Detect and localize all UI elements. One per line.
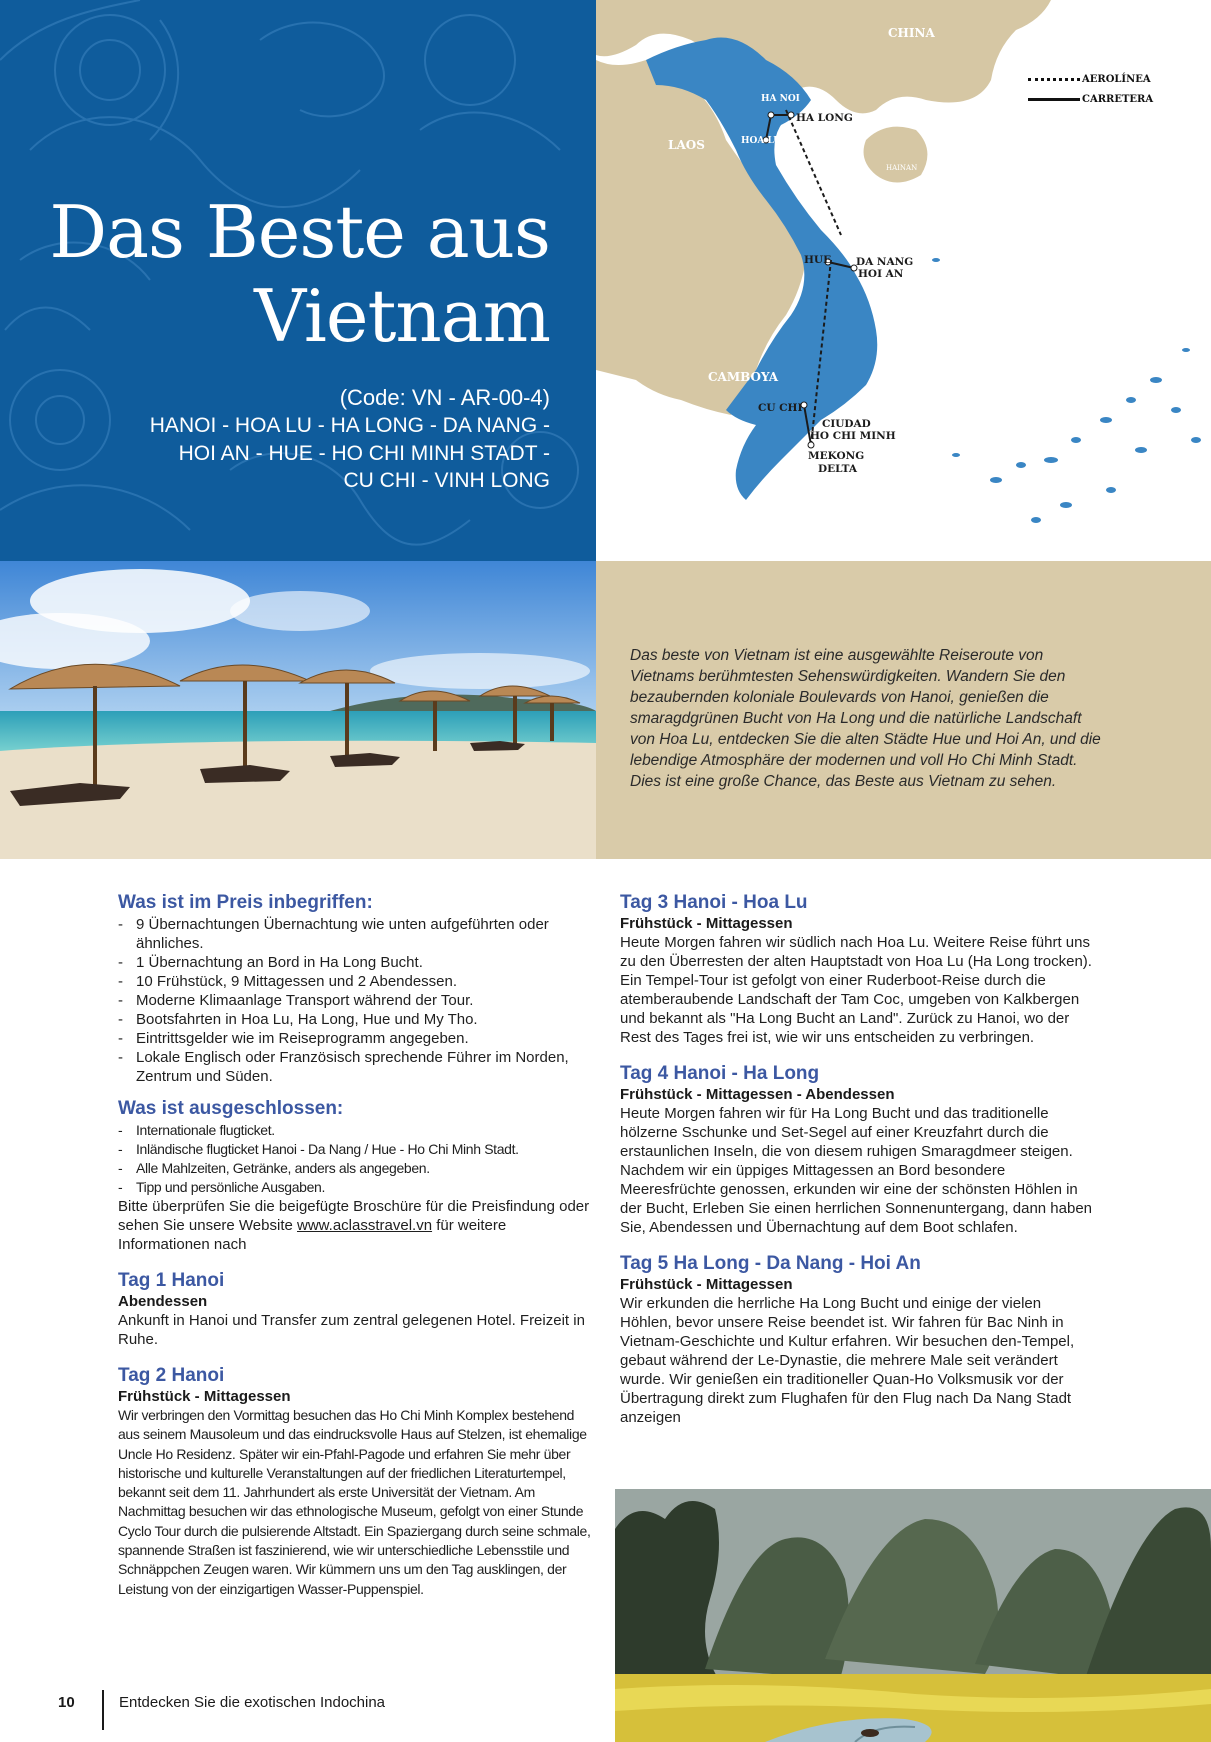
excluded-list	[118, 1121, 594, 1197]
day-1-text: Ankunft in Hanoi und Transfer zum zentral gelegenen Hotel. Freizeit in Ruhe.	[118, 1312, 585, 1348]
included-heading: Was ist im Preis inbegriffen:	[118, 892, 373, 913]
beach-photo	[0, 561, 596, 859]
list-item: - Tipp und persönliche Ausgaben.	[118, 1178, 594, 1197]
day-5-text: Wir erkunden die herrliche Ha Long Bucht und einige der vielen Höhlen, bevor unsere Reise beendet ist. Wir fahren für Bac Ninh in Vietnam-Geschichte und Kultur erfahren. Wir besuchen den-Tempel, gebaut während der Le-Dynastie, die mehrere Male seit verändert wurde. Wir genießen ein traditioneller Quan-Ho Volksmusik vor der Übertragung direkt zum Flughafen für den Flug nach Da Nang Stadt anzeigen	[620, 1295, 1075, 1426]
right-column	[620, 892, 1094, 1427]
day-3-text: Heute Morgen fahren wir südlich nach Hoa Lu. Weitere Reise führt uns zu den Überresten der alten Hauptstadt von Hoa Lu (Ha Long trocken). Ein Tempel-Tour ist gefolgt von einer Ruderboot-Reise durch die atemberaubende Landschaft der Tam Coc, umgeben von Kalkbergen und bekannt als "Ha Long Bucht an Land". Zurück zu Hanoi, wo der Rest des Tages frei ist, wie wir uns entscheiden zu verbringen.	[620, 934, 1092, 1046]
footer-text: Entdecken Sie die exotischen Indochina	[119, 1694, 386, 1711]
title-line-1: Das Beste aus	[49, 190, 550, 274]
karst-landscape-photo	[615, 1489, 1211, 1742]
title-line-2: Vietnam	[254, 274, 550, 358]
website-link[interactable]: www.aclasstravel.vn	[297, 1217, 433, 1234]
day-4-text: Heute Morgen fahren wir für Ha Long Bucht und das traditionelle hölzerne Sschunke und Set-Segel auf einer Kreuzfahrt durch die erstaunlichen Inseln, die von diesem ruhigen Smaragdmeer steigen. Nachdem wir ein üppiges Mittagessen an Bord besondere Meeresfrüchte genossen, erkunden wir eine der schönsten Höhlen in der Bucht, Erleben Sie einen herrlichen Sonnenuntergang, dann haben Sie, Abendessen und Übernachtung auf dem Boot schlafen.	[620, 1105, 1093, 1236]
list-item: - Moderne Klimaanlage Transport während der Tour.	[118, 991, 594, 1010]
tour-code: (Code: VN - AR-00-4)	[339, 385, 550, 410]
map-label-delta: DELTA	[818, 463, 858, 475]
map-label-hainan: HAINAN	[886, 164, 918, 172]
legend-road	[1028, 93, 1153, 105]
day-5-title: Tag 5 Ha Long - Da Nang - Hoi An	[620, 1253, 921, 1274]
map-label-mekong: MEKONG	[808, 450, 865, 462]
pricing-note-end: für weitere Informationen nach	[118, 1217, 507, 1253]
solid-line-icon	[1028, 98, 1080, 101]
list-item: - Lokale Englisch oder Französisch sprechende Führer im Norden, Zentrum und Süden.	[118, 1048, 594, 1086]
list-item: - 1 Übernachtung an Bord in Ha Long Bucht.	[118, 953, 594, 972]
map-label-ha-long: HA LONG	[796, 112, 853, 124]
day-5-meals: Frühstück - Mittagessen	[620, 1276, 793, 1293]
route-line: HOI AN - HUE - HO CHI MINH STADT -	[178, 441, 550, 465]
dotted-line-icon	[1028, 78, 1080, 81]
legend-air-label: AEROLÍNEA	[1082, 73, 1151, 85]
footer-divider	[102, 1690, 104, 1730]
list-item: - Alle Mahlzeiten, Getränke, anders als angegeben.	[118, 1159, 594, 1178]
map-label-camboya: CAMBOYA	[708, 370, 779, 384]
pricing-note-text: Bitte überprüfen Sie die beigefügte Broschüre für die Preisfindung oder sehen Sie unsere Website	[118, 1198, 590, 1234]
map-label-china: CHINA	[888, 26, 935, 40]
day-3-meals: Frühstück - Mittagessen	[620, 915, 793, 932]
karst-illustration	[615, 1489, 1211, 1742]
map-label-ha-noi: HA NOI	[761, 94, 800, 104]
left-column	[118, 892, 594, 1599]
day-3-title: Tag 3 Hanoi - Hoa Lu	[620, 892, 808, 913]
legend-air	[1028, 73, 1151, 85]
day-1-title: Tag 1 Hanoi	[118, 1270, 225, 1291]
intro-panel	[596, 561, 1211, 859]
pricing-note	[118, 1197, 594, 1254]
page-title	[49, 190, 550, 358]
day-4-title: Tag 4 Hanoi - Ha Long	[620, 1063, 820, 1084]
excluded-heading: Was ist ausgeschlossen:	[118, 1098, 344, 1119]
route-list	[30, 412, 550, 495]
day-2-meals: Frühstück - Mittagessen	[118, 1388, 291, 1405]
included-list	[118, 915, 594, 1086]
map-label-hoa-lu: HOA LU	[741, 136, 782, 146]
route-line: CU CHI - VINH LONG	[343, 469, 550, 492]
list-item: - Bootsfahrten in Hoa Lu, Ha Long, Hue und My Tho.	[118, 1010, 594, 1029]
map-label-ho-chi-minh: HO CHI MINH	[810, 430, 896, 442]
map-label-hue: HUE	[804, 254, 832, 266]
beach-illustration	[0, 561, 596, 859]
route-map	[596, 0, 1211, 561]
hero-banner	[0, 0, 596, 561]
list-item: - Inländische flugticket Hanoi - Da Nang / Hue - Ho Chi Minh Stadt.	[118, 1140, 594, 1159]
legend-road-label: CARRETERA	[1082, 93, 1154, 105]
day-2-title: Tag 2 Hanoi	[118, 1365, 225, 1386]
page-number: 10	[58, 1694, 75, 1711]
list-item: - Eintrittsgelder wie im Reiseprogramm angegeben.	[118, 1029, 594, 1048]
map-label-ciudad: CIUDAD	[822, 418, 871, 430]
list-item: - 9 Übernachtungen Übernachtung wie unten aufgeführten oder ähnliches.	[118, 915, 594, 953]
day-4-meals: Frühstück - Mittagessen - Abendessen	[620, 1086, 895, 1103]
hainan-island	[864, 127, 928, 183]
map-label-cu-chi: CU CHI	[758, 402, 803, 414]
day-2-text: Wir verbringen den Vormittag besuchen das Ho Chi Minh Komplex bestehend aus seinem Mausoleum und das eindrucksvolle Haus auf Stelzen, ist ehemalige Uncle Ho Residenz. Später wir ein-Pfahl-Pagode und erfahren Sie mehr über historische und kulturelle Veranstaltungen auf der friedlichen Literaturtempel, bekannt seit dem 11. Jahrhundert als erste Universität der Vietnam. Am Nachmittag besuchen wir das ethnologische Museum, gefolgt von einer Stunde Cyclo Tour durch die pulsierende Altstadt. Ein Spaziergang durch seine schmale, spannende Straßen ist faszinierend, wie wir unterschiedliche Lebensstile und Schnäppchen Zeugen waren. Wir kümmern uns um den Tag ausklingen, der Leistung von der einzigartigen Wasser-Puppenspiel.	[118, 1407, 591, 1597]
list-item: - Internationale flugticket.	[118, 1121, 594, 1140]
map-label-da-nang: DA NANG	[856, 256, 914, 268]
map-label-hoi-an: HOI AN	[858, 268, 904, 280]
intro-text: Das beste von Vietnam ist eine ausgewählte Reiseroute von Vietnams berühmtesten Sehenswürdigkeiten. Wandern Sie den bezaubernden koloniale Boulevards von Hanoi, genießen die smaragdgrünen Bucht von Ha Long und die natürliche Landschaft von Hoa Lu, entdecken Sie die alten Städte Hue und Hoi An, und die lebendige Atmosphäre der modernen und voll Ho Chi Minh Stadt. Dies ist eine große Chance, das Beste aus Vietnam zu sehen.	[630, 647, 1101, 790]
map-label-laos: LAOS	[668, 138, 705, 152]
list-item: - 10 Frühstück, 9 Mittagessen und 2 Abendessen.	[118, 972, 594, 991]
route-line: HANOI - HOA LU - HA LONG - DA NANG -	[149, 414, 550, 437]
day-1-meals: Abendessen	[118, 1293, 208, 1310]
